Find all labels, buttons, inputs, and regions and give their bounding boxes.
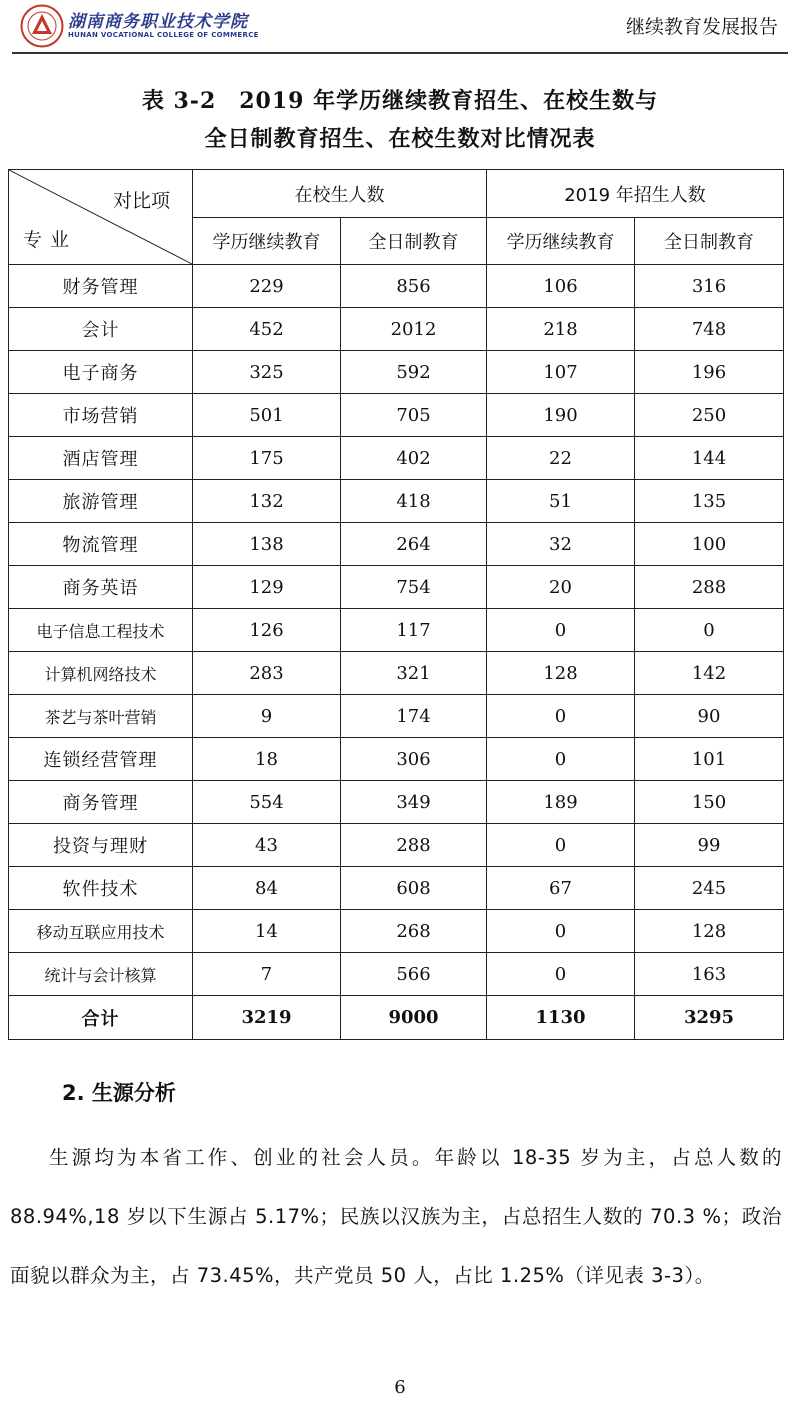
table-row bbox=[9, 308, 784, 351]
value-cell: 14 bbox=[193, 910, 341, 953]
table-row bbox=[9, 738, 784, 781]
value-cell: 163 bbox=[635, 953, 784, 996]
value-cell: 190 bbox=[487, 394, 635, 437]
major-name-cell: 茶艺与茶叶营销 bbox=[9, 695, 193, 738]
body-paragraph: 生源均为本省工作、创业的社会人员。年龄以 18-35 岁为主，占总人数的 88.94%,18 岁以下生源占 5.17%；民族以汉族为主，占总招生人数的 70.3 %；政治面貌以群众为主，占 73.45%，共产党员 50 人，占比 1.25%（详见表 3-3）。 bbox=[10, 1146, 782, 1287]
major-name-cell: 计算机网络技术 bbox=[9, 652, 193, 695]
value-cell: 1130 bbox=[487, 996, 635, 1040]
value-cell: 196 bbox=[635, 351, 784, 394]
value-cell: 9 bbox=[193, 695, 341, 738]
value-cell: 264 bbox=[341, 523, 487, 566]
value-cell: 142 bbox=[635, 652, 784, 695]
page-number: 6 bbox=[394, 1377, 406, 1398]
major-name-cell: 电子商务 bbox=[9, 351, 193, 394]
value-cell: 325 bbox=[193, 351, 341, 394]
subheader-cell: 学历继续教育 bbox=[487, 218, 635, 265]
value-cell: 0 bbox=[487, 953, 635, 996]
value-cell: 748 bbox=[635, 308, 784, 351]
value-cell: 2012 bbox=[341, 308, 487, 351]
value-cell: 283 bbox=[193, 652, 341, 695]
header-divider bbox=[12, 52, 788, 54]
major-name-cell: 移动互联应用技术 bbox=[9, 910, 193, 953]
value-cell: 856 bbox=[341, 265, 487, 308]
value-cell: 175 bbox=[193, 437, 341, 480]
value-cell: 138 bbox=[193, 523, 341, 566]
major-name-cell: 投资与理财 bbox=[9, 824, 193, 867]
value-cell: 189 bbox=[487, 781, 635, 824]
table-title-line2: 全日制教育招生、在校生数对比情况表 bbox=[204, 126, 596, 152]
value-cell: 3219 bbox=[193, 996, 341, 1040]
value-cell: 18 bbox=[193, 738, 341, 781]
subheader-cell: 全日制教育 bbox=[635, 218, 784, 265]
value-cell: 250 bbox=[635, 394, 784, 437]
value-cell: 592 bbox=[341, 351, 487, 394]
value-cell: 402 bbox=[341, 437, 487, 480]
table-row bbox=[9, 394, 784, 437]
value-cell: 51 bbox=[487, 480, 635, 523]
value-cell: 84 bbox=[193, 867, 341, 910]
value-cell: 117 bbox=[341, 609, 487, 652]
major-name-cell: 合计 bbox=[9, 996, 193, 1040]
major-name-cell: 物流管理 bbox=[9, 523, 193, 566]
value-cell: 0 bbox=[487, 910, 635, 953]
value-cell: 99 bbox=[635, 824, 784, 867]
table-row bbox=[9, 609, 784, 652]
major-name-cell: 市场营销 bbox=[9, 394, 193, 437]
table-total-row bbox=[9, 996, 784, 1040]
value-cell: 268 bbox=[341, 910, 487, 953]
value-cell: 106 bbox=[487, 265, 635, 308]
table-row bbox=[9, 265, 784, 308]
value-cell: 0 bbox=[487, 695, 635, 738]
value-cell: 608 bbox=[341, 867, 487, 910]
value-cell: 554 bbox=[193, 781, 341, 824]
value-cell: 128 bbox=[487, 652, 635, 695]
college-name-english: HUNAN VOCATIONAL COLLEGE OF COMMERCE bbox=[68, 31, 259, 39]
value-cell: 306 bbox=[341, 738, 487, 781]
value-cell: 135 bbox=[635, 480, 784, 523]
table-row bbox=[9, 523, 784, 566]
college-seal-icon bbox=[20, 4, 64, 48]
major-name-cell: 商务管理 bbox=[9, 781, 193, 824]
table-row bbox=[9, 351, 784, 394]
major-name-cell: 统计与会计核算 bbox=[9, 953, 193, 996]
table-row bbox=[9, 695, 784, 738]
value-cell: 126 bbox=[193, 609, 341, 652]
value-cell: 501 bbox=[193, 394, 341, 437]
value-cell: 90 bbox=[635, 695, 784, 738]
value-cell: 128 bbox=[635, 910, 784, 953]
value-cell: 67 bbox=[487, 867, 635, 910]
value-cell: 218 bbox=[487, 308, 635, 351]
value-cell: 22 bbox=[487, 437, 635, 480]
table-row bbox=[9, 652, 784, 695]
table-row bbox=[9, 910, 784, 953]
subheader-cell: 学历继续教育 bbox=[193, 218, 341, 265]
value-cell: 0 bbox=[635, 609, 784, 652]
table-row bbox=[9, 867, 784, 910]
table-row bbox=[9, 781, 784, 824]
major-name-cell: 酒店管理 bbox=[9, 437, 193, 480]
page-header bbox=[0, 0, 800, 52]
value-cell: 229 bbox=[193, 265, 341, 308]
major-name-cell: 旅游管理 bbox=[9, 480, 193, 523]
value-cell: 316 bbox=[635, 265, 784, 308]
value-cell: 705 bbox=[341, 394, 487, 437]
table-header-row bbox=[9, 170, 784, 218]
table-row bbox=[9, 480, 784, 523]
section-heading: 2. 生源分析 bbox=[62, 1081, 176, 1105]
value-cell: 288 bbox=[341, 824, 487, 867]
value-cell: 174 bbox=[341, 695, 487, 738]
value-cell: 418 bbox=[341, 480, 487, 523]
value-cell: 754 bbox=[341, 566, 487, 609]
report-title: 继续教育发展报告 bbox=[625, 16, 778, 38]
comparison-table bbox=[8, 169, 784, 1040]
value-cell: 566 bbox=[341, 953, 487, 996]
value-cell: 321 bbox=[341, 652, 487, 695]
header-2019-admissions: 2019 年招生人数 bbox=[487, 170, 784, 218]
value-cell: 9000 bbox=[341, 996, 487, 1040]
value-cell: 32 bbox=[487, 523, 635, 566]
subheader-cell: 全日制教育 bbox=[341, 218, 487, 265]
table-row bbox=[9, 566, 784, 609]
value-cell: 100 bbox=[635, 523, 784, 566]
value-cell: 288 bbox=[635, 566, 784, 609]
value-cell: 101 bbox=[635, 738, 784, 781]
value-cell: 0 bbox=[487, 738, 635, 781]
major-name-cell: 商务英语 bbox=[9, 566, 193, 609]
value-cell: 7 bbox=[193, 953, 341, 996]
value-cell: 107 bbox=[487, 351, 635, 394]
value-cell: 43 bbox=[193, 824, 341, 867]
value-cell: 452 bbox=[193, 308, 341, 351]
header-compare-item: 对比项 bbox=[112, 190, 170, 212]
value-cell: 129 bbox=[193, 566, 341, 609]
major-name-cell: 软件技术 bbox=[9, 867, 193, 910]
value-cell: 3295 bbox=[635, 996, 784, 1040]
table-row bbox=[9, 824, 784, 867]
table-row bbox=[9, 953, 784, 996]
value-cell: 144 bbox=[635, 437, 784, 480]
diagonal-header-cell bbox=[9, 170, 193, 265]
table-row bbox=[9, 437, 784, 480]
major-name-cell: 连锁经营管理 bbox=[9, 738, 193, 781]
value-cell: 0 bbox=[487, 609, 635, 652]
value-cell: 0 bbox=[487, 824, 635, 867]
value-cell: 245 bbox=[635, 867, 784, 910]
value-cell: 132 bbox=[193, 480, 341, 523]
value-cell: 20 bbox=[487, 566, 635, 609]
table-title-line1: 表 3-2 2019 年学历继续教育招生、在校生数与 bbox=[141, 88, 659, 114]
value-cell: 349 bbox=[341, 781, 487, 824]
college-name: 湖南商务职业技术学院 bbox=[68, 12, 248, 32]
value-cell: 150 bbox=[635, 781, 784, 824]
major-name-cell: 财务管理 bbox=[9, 265, 193, 308]
major-name-cell: 电子信息工程技术 bbox=[9, 609, 193, 652]
header-major: 专业 bbox=[23, 229, 78, 251]
major-name-cell: 会计 bbox=[9, 308, 193, 351]
header-enrolled-students: 在校生人数 bbox=[193, 170, 487, 218]
